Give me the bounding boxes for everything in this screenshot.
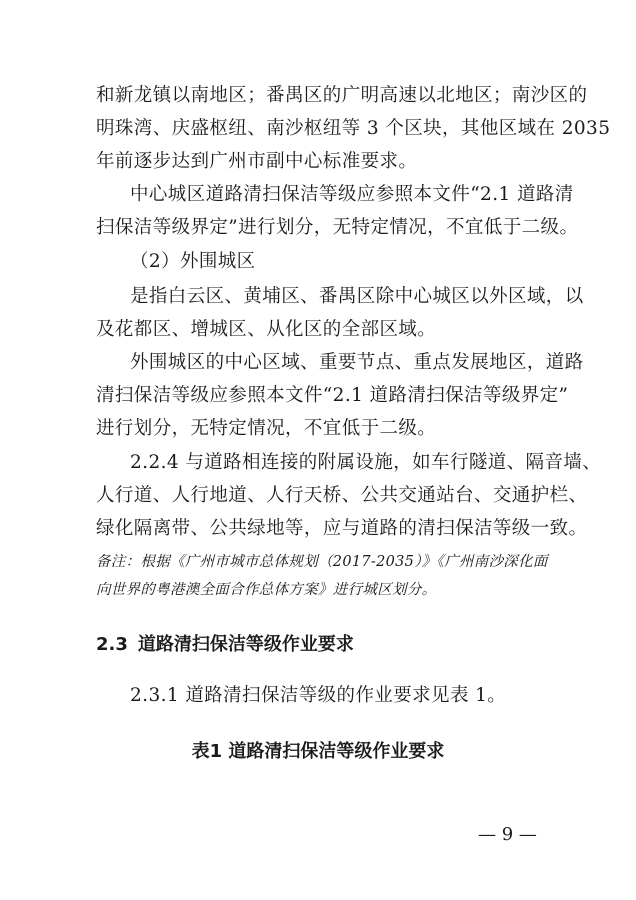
paragraph-4-line-1: 外围城区的中心区域、重要节点、重点发展地区，道路 <box>130 352 584 373</box>
paragraph-5-line-1: 2.2.4 与道路相连接的附属设施，如车行隧道、隔音墙、 <box>130 452 602 473</box>
section-heading <box>96 633 556 657</box>
paragraph-1-line-3: 年前逐步达到广州市副中心标准要求。 <box>96 151 418 172</box>
paragraph-2-line-1: 中心城区道路清扫保洁等级应参照本文件“2.1 道路清 <box>130 184 574 205</box>
paragraph-2-line-2: 扫保洁等级界定”进行划分，无特定情况，不宜低于二级。 <box>96 217 579 238</box>
paragraph-4-line-2: 清扫保洁等级应参照本文件“2.1 道路清扫保洁等级界定” <box>96 385 569 406</box>
paragraph-6: 2.3.1 道路清扫保洁等级的作业要求见表 1。 <box>130 685 507 706</box>
section-number: 2.3 <box>96 634 128 655</box>
table-title: 表1 道路清扫保洁等级作业要求 <box>191 741 445 762</box>
note-line-2: 向世界的粤港澳全面合作总体方案》进行城区划分。 <box>96 582 437 598</box>
note-line-1: 备注：根据《广州市城市总体规划（2017-2035）》《广州南沙深化面 <box>96 554 548 570</box>
subheading-outer-urban-area: （2）外围城区 <box>130 251 256 272</box>
paragraph-5-line-2: 人行道、人行地道、人行天桥、公共交通站台、交通护栏、 <box>96 485 588 506</box>
page-number: — 9 — <box>478 824 537 845</box>
paragraph-3-line-2: 及花都区、增城区、从化区的全部区域。 <box>96 319 437 340</box>
section-title: 道路清扫保洁等级作业要求 <box>137 634 354 655</box>
paragraph-5-line-3: 绿化隔离带、公共绿地等，应与道路的清扫保洁等级一致。 <box>96 518 588 539</box>
paragraph-1-line-1: 和新龙镇以南地区；番禺区的广明高速以北地区；南沙区的 <box>96 85 588 106</box>
paragraph-3-line-1: 是指白云区、黄埔区、番禺区除中心城区以外区域，以 <box>130 286 584 307</box>
paragraph-1-line-2: 明珠湾、庆盛枢纽、南沙枢纽等 3 个区块，其他区域在 2035 <box>96 118 611 139</box>
paragraph-4-line-3: 进行划分，无特定情况，不宜低于二级。 <box>96 418 437 439</box>
